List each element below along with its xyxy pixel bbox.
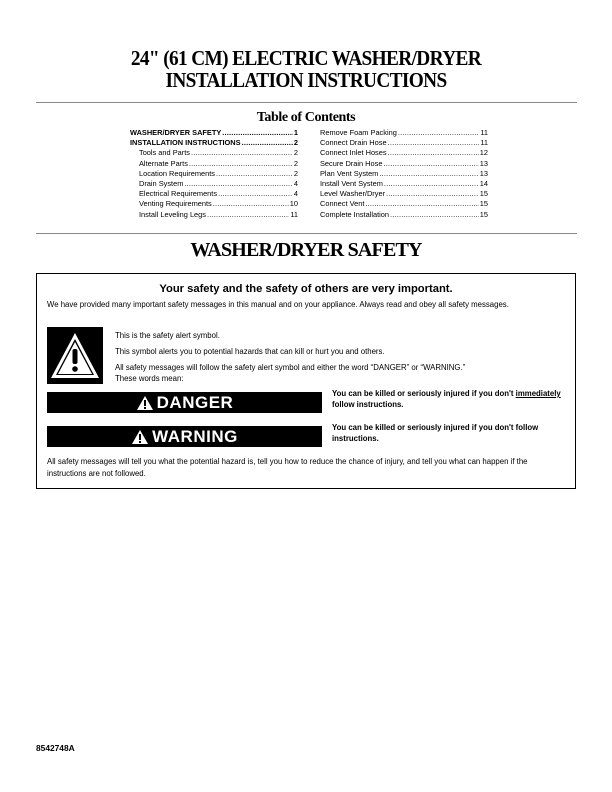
toc-entry-page: 2: [293, 168, 298, 178]
title-line-1: 24" (61 CM) ELECTRIC WASHER/DRYER: [130, 46, 482, 70]
toc-leader-dots: [390, 210, 479, 220]
toc-entry-label: Tools and Parts: [139, 148, 190, 158]
toc-leader-dots: [189, 159, 293, 169]
toc-entry-page: 13: [479, 158, 488, 168]
danger-banner: [47, 392, 322, 413]
toc-entry-page: 10: [289, 199, 298, 209]
toc-entry[interactable]: [130, 210, 298, 220]
toc-leader-dots: [222, 128, 293, 138]
toc-entry[interactable]: [130, 169, 298, 179]
toc-entry[interactable]: [320, 138, 488, 148]
toc-entry-page: 2: [293, 138, 298, 148]
toc-entry-label: Secure Drain Hose: [320, 158, 383, 168]
toc-entry[interactable]: [130, 128, 298, 138]
toc-entry-page: 4: [293, 189, 298, 199]
toc-entry-label: WASHER/DRYER SAFETY: [130, 128, 222, 137]
toc-leader-dots: [386, 189, 479, 199]
toc-entry-label: Install Leveling Legs: [139, 209, 206, 219]
toc-leader-dots: [191, 148, 293, 158]
toc-left-column: [130, 128, 298, 220]
toc-leader-dots: [388, 148, 479, 158]
safety-box-heading: Your safety and the safety of others are very important.: [159, 283, 453, 295]
warning-description: You can be killed or seriously injured if you don't follow instructions.: [332, 423, 539, 443]
toc-entry-page: 15: [479, 209, 488, 219]
toc-leader-dots: [388, 138, 480, 148]
toc-entry-label: Connect Inlet Hoses: [320, 148, 387, 158]
title-line-2: INSTALLATION INSTRUCTIONS: [165, 68, 447, 92]
toc-entry[interactable]: [130, 138, 298, 148]
toc-entry[interactable]: [320, 189, 488, 199]
toc-entry-label: Plan Vent System: [320, 168, 379, 178]
safety-footer: All safety messages will tell you what the potential hazard is, tell you how to reduce the chance of injury, and tell you what can happen if the instructions are not followed.: [47, 457, 528, 478]
safety-intro: We have provided many important safety messages in this manual and on your appliance. Always read and obey all safety messages.: [47, 300, 509, 309]
alert-line-1: This is the safety alert symbol.: [115, 331, 220, 340]
toc-leader-dots: [383, 159, 478, 169]
toc-entry-label: Connect Drain Hose: [320, 138, 387, 148]
toc-entry-page: 4: [293, 179, 298, 189]
toc-leader-dots: [207, 210, 289, 220]
toc-leader-dots: [398, 128, 480, 138]
toc-entry[interactable]: [320, 148, 488, 158]
toc-entry-label: Drain System: [139, 179, 184, 189]
toc-entry[interactable]: [320, 210, 488, 220]
toc-entry[interactable]: [130, 179, 298, 189]
safety-box: [36, 273, 576, 489]
toc-entry-label: Location Requirements: [139, 168, 216, 178]
toc-entry[interactable]: [130, 148, 298, 158]
alert-explanation: [115, 330, 565, 389]
toc-leader-dots: [384, 179, 479, 189]
toc-entry-page: 11: [290, 209, 298, 219]
document-title: [24, 47, 587, 91]
toc-right-column: [320, 128, 488, 220]
safety-alert-icon: [47, 327, 103, 384]
toc-entry-page: 1: [293, 128, 298, 137]
toc-leader-dots: [216, 169, 293, 179]
toc-entry[interactable]: [320, 128, 488, 138]
toc-entry[interactable]: [130, 189, 298, 199]
toc-entry-page: 2: [293, 158, 298, 168]
safety-heading: WASHER/DRYER SAFETY: [190, 239, 422, 261]
toc-entry[interactable]: [130, 159, 298, 169]
toc-leader-dots: [379, 169, 478, 179]
warning-label: WARNING: [152, 426, 238, 446]
toc-entry-label: Connect Vent: [320, 199, 365, 209]
toc-leader-dots: [242, 138, 293, 148]
warning-banner: [47, 426, 322, 447]
toc-leader-dots: [213, 199, 289, 209]
toc-divider: [36, 233, 577, 234]
toc-entry-page: 11: [480, 138, 488, 148]
alert-line-2: This symbol alerts you to potential hazards that can kill or hurt you and others.: [115, 347, 385, 356]
toc-entry-label: Venting Requirements: [139, 199, 212, 209]
danger-label: DANGER: [156, 392, 234, 412]
toc-entry-page: 13: [479, 168, 488, 178]
toc-entry[interactable]: [320, 179, 488, 189]
toc-entry-page: 15: [479, 199, 488, 209]
toc-entry-label: Alternate Parts: [139, 158, 188, 168]
document-number: 8542748A: [36, 743, 75, 753]
toc-entry[interactable]: [320, 169, 488, 179]
toc-entry-label: Level Washer/Dryer: [320, 189, 386, 199]
alert-line-4: These words mean:: [115, 374, 184, 383]
toc-entry-label: Remove Foam Packing: [320, 128, 397, 137]
toc-entry[interactable]: [320, 199, 488, 209]
toc-heading: Table of Contents: [256, 110, 356, 125]
toc-entry-page: 12: [479, 148, 488, 158]
toc-entry-label: INSTALLATION INSTRUCTIONS: [130, 138, 241, 148]
alert-triangle-icon: [136, 395, 154, 411]
toc-entry[interactable]: [130, 199, 298, 209]
danger-text-start: You can be killed or seriously injured if you don't: [332, 389, 516, 398]
toc-entry-page: 14: [479, 179, 488, 189]
alert-line-3: All safety messages will follow the safety alert symbol and either the word “DANGER” or “WARNING.”: [115, 363, 466, 372]
toc-entry-label: Electrical Requirements: [139, 189, 218, 199]
danger-description: [332, 388, 570, 410]
toc-entry-page: 15: [479, 189, 488, 199]
toc-entry-page: 2: [293, 148, 298, 158]
toc-leader-dots: [184, 179, 293, 189]
toc-entry[interactable]: [320, 159, 488, 169]
toc-leader-dots: [218, 189, 293, 199]
danger-text-emphasis: immediately: [515, 389, 561, 398]
danger-text-end: follow instructions.: [332, 400, 404, 409]
toc-entry-label: Install Vent System: [320, 179, 383, 189]
toc-entry-label: Complete Installation: [320, 209, 390, 219]
toc-leader-dots: [365, 199, 478, 209]
toc-entry-page: 11: [480, 128, 488, 137]
alert-triangle-icon: [131, 429, 149, 445]
top-divider: [36, 102, 577, 103]
